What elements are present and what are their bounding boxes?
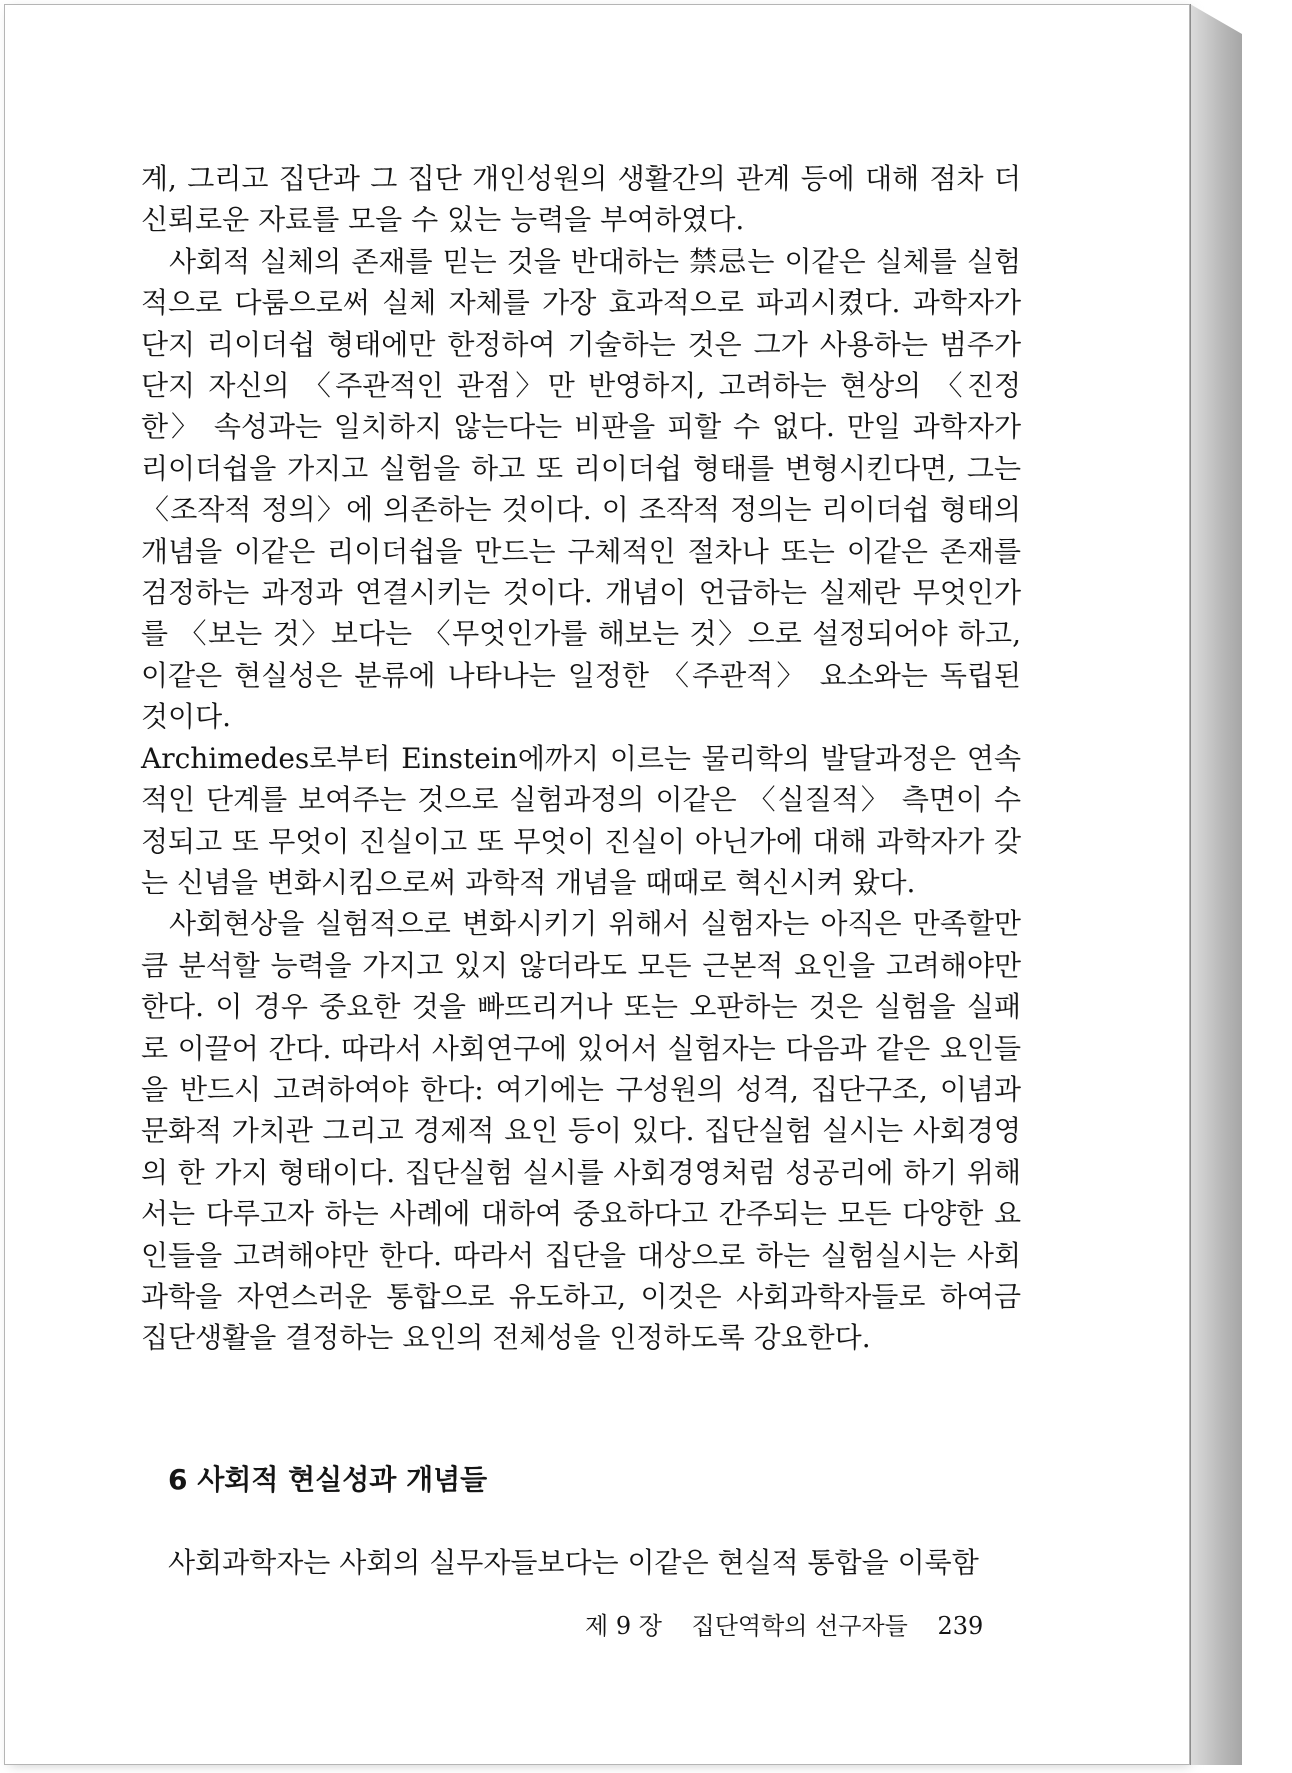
page-edge-line bbox=[1190, 4, 1191, 1765]
section-heading: 6 사회적 현실성과 개념들 bbox=[168, 1463, 488, 1496]
paragraph-3: Archimedes로부터 Einstein에까지 이르는 물리학의 발달과정은 연속적인 단계를 보여주는 것으로 실험과정의 이같은 〈실질적〉 측면이 수정되고 또 무엇이 진실이고 또 무엇이 진실이 아닌가에 대해 과학자가 갖는 신념을 변화시킴으로써 과학적 개념을 때때로 혁신시켜 왔다. bbox=[141, 741, 1021, 899]
footer-chapter: 제 9 장 bbox=[585, 1612, 662, 1640]
paragraph-2: 사회적 실체의 존재를 믿는 것을 반대하는 禁忌는 이같은 실체를 실험적으로 다룸으로써 실체 자체를 가장 효과적으로 파괴시켰다. 과학자가 단지 리이더쉽 형태에만 한정하여 기술하는 것은 그가 사용하는 범주가 단지 자신의 〈주관적인 관점〉만 반영하지, 고려하는 현상의 〈진정한〉 속성과는 일치하지 않는다는 비판을 피할 수 없다. 만일 과학자가 리이더쉽을 가지고 실험을 하고 또 리이더쉽 형태를 변형시킨다면, 그는 〈조작적 정의〉에 의존하는 것이다. 이 조작적 정의는 리이더쉽 형태의 개념을 이같은 리이더쉽을 만드는 구체적인 절차나 또는 이같은 존재를 검정하는 과정과 연결시키는 것이다. 개념이 언급하는 실제란 무엇인가를 〈보는 것〉보다는 〈무엇인가를 해보는 것〉으로 설정되어야 하고, 이같은 현실성은 분류에 나타나는 일정한 〈주관적〉 요소와는 독립된 것이다. bbox=[141, 244, 1021, 734]
footer-page-number: 239 bbox=[937, 1612, 984, 1640]
footer-chapter-title: 집단역학의 선구자들 bbox=[691, 1612, 908, 1640]
page-footer bbox=[585, 1606, 1005, 1641]
section-first-line: 사회과학자는 사회의 실무자들보다는 이같은 현실적 통합을 이룩함 bbox=[168, 1546, 979, 1579]
paragraph-1: 계, 그리고 집단과 그 집단 개인성원의 생활간의 관계 등에 대해 점차 더 신뢰로운 자료를 모을 수 있는 능력을 부여하였다. bbox=[141, 162, 1021, 237]
body-text bbox=[141, 158, 1021, 1359]
paragraph-4: 사회현상을 실험적으로 변화시키기 위해서 실험자는 아직은 만족할만큼 분석할 능력을 가지고 있지 않더라도 모든 근본적 요인을 고려해야만 한다. 이 경우 중요한 것을 빠뜨리거나 또는 오판하는 것은 실험을 실패로 이끌어 간다. 따라서 사회연구에 있어서 실험자는 다음과 같은 요인들을 반드시 고려하여야 한다: 여기에는 구성원의 성격, 집단구조, 이념과 문화적 가치관 그리고 경제적 요인 등이 있다. 집단실험 실시는 사회경영의 한 가지 형태이다. 집단실험 실시를 사회경영처럼 성공리에 하기 위해서는 다루고자 하는 사례에 대하여 중요하다고 간주되는 모든 다양한 요인들을 고려해야만 한다. 따라서 집단을 대상으로 하는 실험실시는 사회과학을 자연스러운 통합으로 유도하고, 이것은 사회과학자들로 하여금 집단생활을 결정하는 요인의 전체성을 인정하도록 강요한다. bbox=[141, 907, 1021, 1355]
page-edge bbox=[1190, 4, 1242, 1765]
